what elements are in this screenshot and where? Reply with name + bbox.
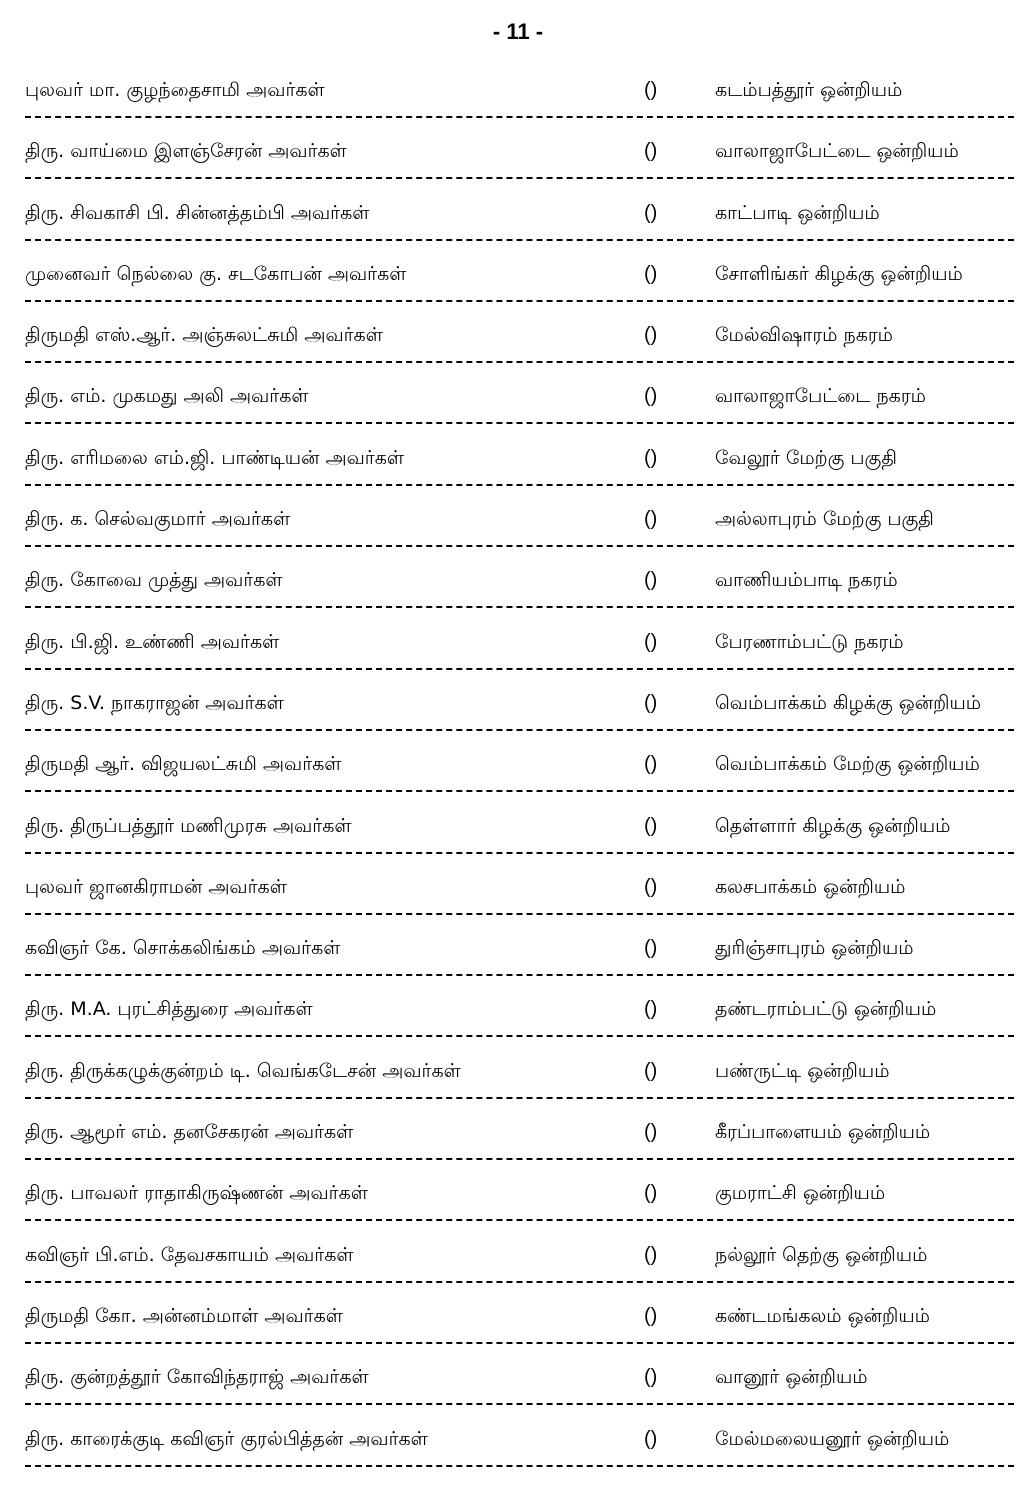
list-item bbox=[0, 1410, 1036, 1471]
dashed-divider bbox=[25, 1035, 1014, 1037]
list-item bbox=[0, 674, 1036, 735]
dashed-divider bbox=[25, 422, 1014, 424]
dashed-divider bbox=[25, 239, 1014, 241]
person-name: திரு. பாவலர் ராதாகிருஷ்ணன் அவர்கள் bbox=[25, 1182, 368, 1205]
separator-mark: () bbox=[644, 1427, 658, 1450]
place-name: வாணியம்பாடி நகரம் bbox=[715, 569, 898, 592]
separator-mark: () bbox=[644, 508, 658, 531]
list-item bbox=[0, 919, 1036, 980]
place-name: வேலூர் மேற்கு பகுதி bbox=[715, 446, 897, 469]
dashed-divider bbox=[25, 1403, 1014, 1405]
place-name: நல்லூர் தெற்கு ஒன்றியம் bbox=[715, 1243, 928, 1266]
place-name: வாலாஜாபேட்டை ஒன்றியம் bbox=[715, 140, 959, 163]
person-name: புலவர் மா. குழந்தைசாமி அவர்கள் bbox=[25, 79, 325, 101]
separator-mark: () bbox=[644, 691, 658, 714]
list-item bbox=[0, 735, 1036, 796]
place-name: மேல்விஷாரம் நகரம் bbox=[715, 324, 893, 347]
list-item bbox=[0, 1287, 1036, 1348]
list-item bbox=[0, 429, 1036, 490]
separator-mark: () bbox=[644, 1059, 658, 1082]
list-item bbox=[0, 1164, 1036, 1225]
place-name: வானூர் ஒன்றியம் bbox=[715, 1366, 868, 1389]
dashed-divider bbox=[25, 300, 1014, 302]
list-item bbox=[0, 122, 1036, 183]
list-item bbox=[0, 551, 1036, 612]
dashed-divider bbox=[25, 361, 1014, 363]
dashed-divider bbox=[25, 1219, 1014, 1221]
separator-mark: () bbox=[644, 1243, 658, 1266]
person-name: திரு. காரைக்குடி கவிஞர் குரல்பித்தன் அவர்கள் bbox=[25, 1427, 428, 1450]
separator-mark: () bbox=[644, 1304, 658, 1327]
person-name: திரு. வாய்மை இளஞ்சேரன் அவர்கள் bbox=[25, 140, 347, 163]
separator-mark: () bbox=[644, 385, 658, 408]
dashed-divider bbox=[25, 913, 1014, 915]
dashed-divider bbox=[25, 974, 1014, 976]
list-item bbox=[0, 1226, 1036, 1287]
list-item bbox=[0, 490, 1036, 551]
place-name: கலசபாக்கம் ஒன்றியம் bbox=[715, 875, 906, 898]
list-item bbox=[0, 1348, 1036, 1409]
separator-mark: () bbox=[644, 446, 658, 469]
person-name: முனைவர் நெல்லை கு. சடகோபன் அவர்கள் bbox=[25, 262, 407, 285]
person-name: திரு. க. செல்வகுமார் அவர்கள் bbox=[25, 508, 291, 531]
place-name: அல்லாபுரம் மேற்கு பகுதி bbox=[715, 508, 934, 531]
place-name: கீரப்பாளையம் ஒன்றியம் bbox=[715, 1121, 931, 1144]
separator-mark: () bbox=[644, 1121, 658, 1144]
place-name: மேல்மலையனூர் ஒன்றியம் bbox=[715, 1427, 950, 1450]
separator-mark: () bbox=[644, 79, 658, 101]
place-name: தண்டராம்பட்டு ஒன்றியம் bbox=[715, 998, 937, 1021]
person-name: திரு. குன்றத்தூர் கோவிந்தராஜ் அவர்கள் bbox=[25, 1366, 369, 1389]
dashed-divider bbox=[25, 1097, 1014, 1099]
separator-mark: () bbox=[644, 324, 658, 347]
person-name: திரு. திருக்கழுக்குன்றம் டி. வெங்கடேசன் அவர்கள் bbox=[25, 1059, 461, 1082]
list-item bbox=[0, 367, 1036, 428]
place-name: காட்பாடி ஒன்றியம் bbox=[715, 201, 880, 224]
person-name: திரு. சிவகாசி பி. சின்னத்தம்பி அவர்கள் bbox=[25, 201, 370, 224]
assignment-list bbox=[0, 61, 1036, 1471]
person-name: திரு. பி.ஜி. உண்ணி அவர்கள் bbox=[25, 630, 280, 653]
person-name: திரு. திருப்பத்தூர் மணிமுரசு அவர்கள் bbox=[25, 814, 352, 837]
person-name: திருமதி கோ. அன்னம்மாள் அவர்கள் bbox=[25, 1304, 343, 1327]
person-name: திரு. S.V. நாகராஜன் அவர்கள் bbox=[25, 691, 284, 714]
list-item bbox=[0, 1103, 1036, 1164]
dashed-divider bbox=[25, 790, 1014, 792]
separator-mark: () bbox=[644, 140, 658, 163]
list-item bbox=[0, 980, 1036, 1041]
separator-mark: () bbox=[644, 753, 658, 776]
dashed-divider bbox=[25, 729, 1014, 731]
separator-mark: () bbox=[644, 1182, 658, 1205]
place-name: சோளிங்கர் கிழக்கு ஒன்றியம் bbox=[715, 262, 963, 285]
place-name: தெள்ளார் கிழக்கு ஒன்றியம் bbox=[715, 814, 951, 837]
place-name: துரிஞ்சாபுரம் ஒன்றியம் bbox=[715, 937, 914, 960]
separator-mark: () bbox=[644, 814, 658, 837]
separator-mark: () bbox=[644, 937, 658, 960]
dashed-divider bbox=[25, 484, 1014, 486]
separator-mark: () bbox=[644, 262, 658, 285]
list-item bbox=[0, 613, 1036, 674]
list-item bbox=[0, 184, 1036, 245]
dashed-divider bbox=[25, 852, 1014, 854]
separator-mark: () bbox=[644, 630, 658, 653]
dashed-divider bbox=[25, 606, 1014, 608]
person-name: கவிஞர் கே. சொக்கலிங்கம் அவர்கள் bbox=[25, 937, 341, 960]
list-item bbox=[0, 1042, 1036, 1103]
list-item bbox=[0, 245, 1036, 306]
person-name: திரு. ஆமூர் எம். தனசேகரன் அவர்கள் bbox=[25, 1121, 354, 1144]
dashed-divider bbox=[25, 1281, 1014, 1283]
person-name: புலவர் ஜானகிராமன் அவர்கள் bbox=[25, 875, 287, 898]
separator-mark: () bbox=[644, 1366, 658, 1389]
page-number: - 11 - bbox=[492, 19, 544, 44]
person-name: திரு. எரிமலை எம்.ஜி. பாண்டியன் அவர்கள் bbox=[25, 446, 405, 469]
dashed-divider bbox=[25, 1465, 1014, 1467]
person-name: திரு. எம். முகமது அலி அவர்கள் bbox=[25, 385, 309, 408]
list-item bbox=[0, 61, 1036, 122]
person-name: திருமதி எஸ்.ஆர். அஞ்சுலட்சுமி அவர்கள் bbox=[25, 324, 383, 347]
dashed-divider bbox=[25, 1158, 1014, 1160]
separator-mark: () bbox=[644, 569, 658, 592]
place-name: கண்டமங்கலம் ஒன்றியம் bbox=[715, 1304, 930, 1327]
place-name: வெம்பாக்கம் கிழக்கு ஒன்றியம் bbox=[715, 691, 982, 714]
dashed-divider bbox=[25, 668, 1014, 670]
list-item bbox=[0, 858, 1036, 919]
place-name: வாலாஜாபேட்டை நகரம் bbox=[715, 385, 926, 408]
place-name: பேரணாம்பட்டு நகரம் bbox=[715, 630, 904, 653]
place-name: வெம்பாக்கம் மேற்கு ஒன்றியம் bbox=[715, 753, 980, 776]
person-name: திரு. கோவை முத்து அவர்கள் bbox=[25, 569, 283, 592]
list-item bbox=[0, 797, 1036, 858]
place-name: பண்ருட்டி ஒன்றியம் bbox=[715, 1059, 890, 1082]
dashed-divider bbox=[25, 116, 1014, 118]
separator-mark: () bbox=[644, 875, 658, 898]
dashed-divider bbox=[25, 177, 1014, 179]
person-name: திருமதி ஆர். விஜயலட்சுமி அவர்கள் bbox=[25, 753, 342, 776]
list-item bbox=[0, 306, 1036, 367]
separator-mark: () bbox=[644, 201, 658, 224]
dashed-divider bbox=[25, 1342, 1014, 1344]
person-name: திரு. M.A. புரட்சித்துரை அவர்கள் bbox=[25, 998, 313, 1021]
dashed-divider bbox=[25, 545, 1014, 547]
person-name: கவிஞர் பி.எம். தேவசகாயம் அவர்கள் bbox=[25, 1243, 354, 1266]
place-name: குமராட்சி ஒன்றியம் bbox=[715, 1182, 886, 1205]
separator-mark: () bbox=[644, 998, 658, 1021]
place-name: கடம்பத்தூர் ஒன்றியம் bbox=[715, 79, 903, 101]
